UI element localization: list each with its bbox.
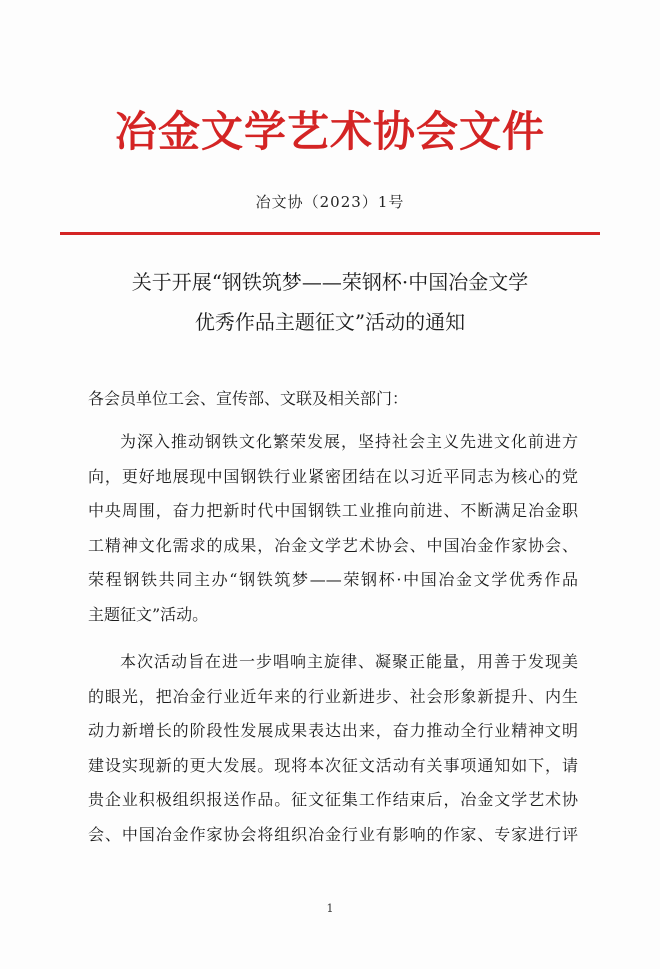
notice-title-line-1: 关于开展“钢铁筑梦——荣钢杯·中国冶金文学 xyxy=(131,270,529,294)
paragraph-2-line: 贵企业积极组织报送作品。征文征集工作结束后，冶金文学艺术协 xyxy=(88,790,578,809)
notice-title-line-2: 优秀作品主题征文”活动的通知 xyxy=(194,310,466,334)
paragraph-1-line: 为深入推动钢铁文化繁荣发展，坚持社会主义先进文化前进方 xyxy=(120,432,578,451)
paragraph-2-line: 会、中国冶金作家协会将组织冶金行业有影响的作家、专家进行评 xyxy=(88,824,578,844)
paragraph-2-line: 本次活动旨在进一步唱响主旋律、凝聚正能量，用善于发现美 xyxy=(120,652,578,671)
paragraph-1-line: 工精神文化需求的成果，冶金文学艺术协会、中国冶金作家协会、 xyxy=(88,535,578,555)
paragraph-2-line: 的眼光，把冶金行业近年来的行业新进步、社会形象新提升、内生 xyxy=(88,686,578,706)
salutation: 各会员单位工会、宣传部、文联及相关部门： xyxy=(88,389,409,408)
paragraph-2-line: 建设实现新的更大发展。现将本次征文活动有关事项通知如下，请 xyxy=(88,755,578,775)
paragraph-1-line: 荣程钢铁共同主办“钢铁筑梦——荣钢杯·中国冶金文学优秀作品 xyxy=(88,570,578,589)
document-header-title: 冶金文学艺术协会文件 xyxy=(114,107,545,156)
paragraph-1-line: 向，更好地展现中国钢铁行业紧密团结在以习近平同志为核心的党 xyxy=(88,466,578,486)
red-divider-line xyxy=(60,232,600,235)
notice-title xyxy=(60,262,600,342)
body-text xyxy=(88,425,578,852)
paragraph-1-line: 中央周围，奋力把新时代中国钢铁工业推向前进、不断满足冶金职 xyxy=(88,501,578,520)
document-number: 冶文协（2023）1号 xyxy=(255,193,405,211)
paragraph-2-line: 动力新增长的阶段性发展成果表达出来，奋力推动全行业精神文明 xyxy=(88,721,578,740)
page-number: 1 xyxy=(326,902,334,915)
paragraph-1-line: 主题征文”活动。 xyxy=(88,604,209,624)
paragraph-spacer xyxy=(88,632,578,645)
